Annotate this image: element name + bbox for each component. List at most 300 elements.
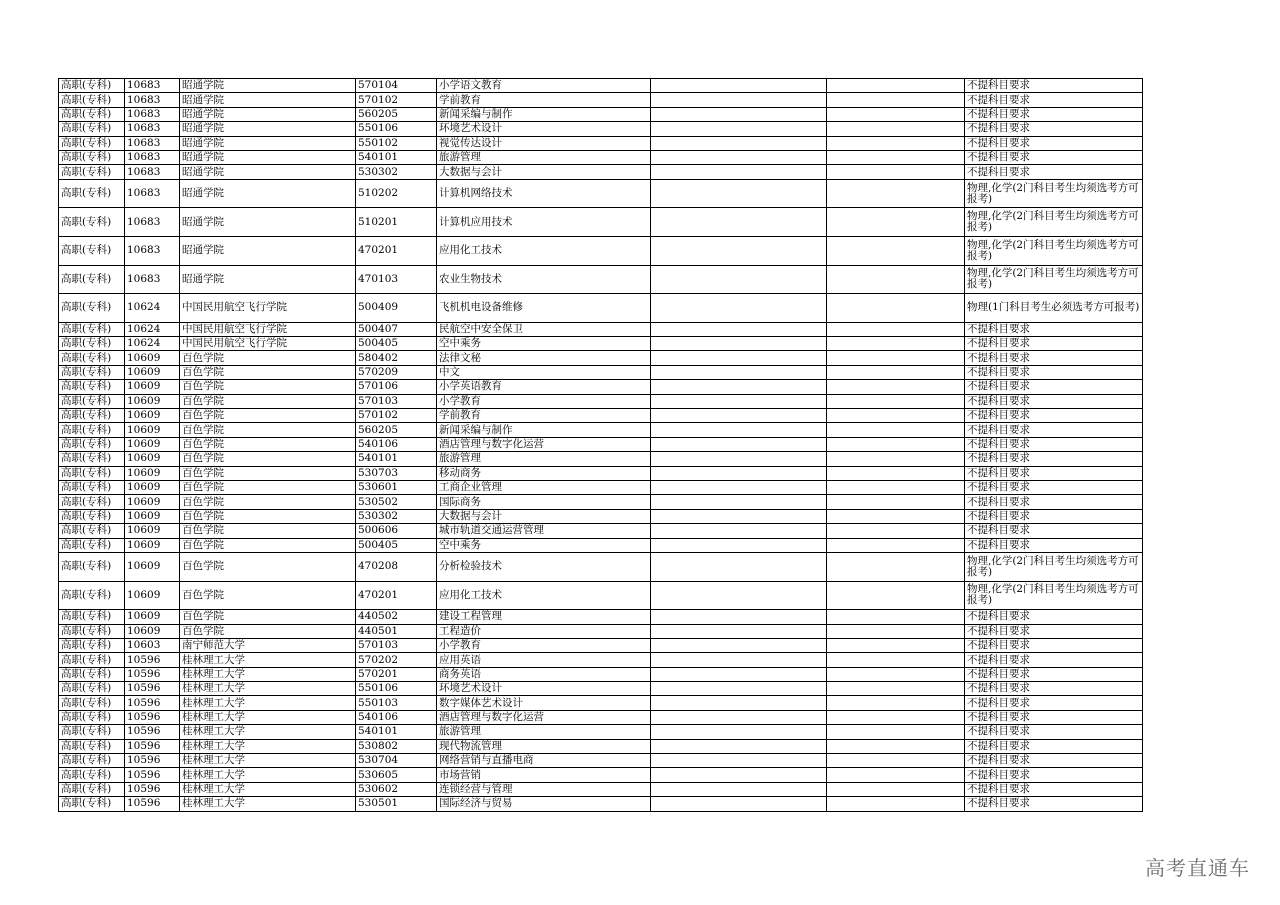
blank-cell-2: [827, 365, 965, 379]
school-code-cell: 10596: [125, 768, 180, 782]
level-cell: 高职(专科): [59, 509, 125, 523]
major-name-cell: 旅游管理: [437, 725, 651, 739]
subject-requirement-cell: 不提科目要求: [965, 365, 1143, 379]
subject-requirement-cell: 不提科目要求: [965, 423, 1143, 437]
table-row: [59, 423, 1143, 437]
school-code-cell: 10683: [125, 107, 180, 121]
table-row: [59, 394, 1143, 408]
blank-cell-1: [651, 653, 827, 667]
blank-cell-2: [827, 265, 965, 294]
major-code-cell: 570106: [356, 380, 437, 394]
major-name-cell: 小学语文教育: [437, 79, 651, 93]
table-row: [59, 610, 1143, 624]
major-code-cell: 440501: [356, 624, 437, 638]
subject-requirement-cell: 不提科目要求: [965, 524, 1143, 538]
school-name-cell: 昭通学院: [180, 179, 356, 208]
school-code-cell: 10609: [125, 481, 180, 495]
level-cell: 高职(专科): [59, 351, 125, 365]
blank-cell-1: [651, 797, 827, 811]
subject-requirement-cell: 不提科目要求: [965, 667, 1143, 681]
blank-cell-2: [827, 710, 965, 724]
school-name-cell: 百色学院: [180, 409, 356, 423]
level-cell: 高职(专科): [59, 710, 125, 724]
table-row: [59, 768, 1143, 782]
blank-cell-1: [651, 725, 827, 739]
subject-requirement-cell: 不提科目要求: [965, 739, 1143, 753]
school-code-cell: 10609: [125, 437, 180, 451]
blank-cell-1: [651, 581, 827, 610]
level-cell: 高职(专科): [59, 437, 125, 451]
blank-cell-1: [651, 150, 827, 164]
major-name-cell: 农业生物技术: [437, 265, 651, 294]
blank-cell-1: [651, 136, 827, 150]
school-name-cell: 百色学院: [180, 538, 356, 552]
major-code-cell: 540106: [356, 437, 437, 451]
blank-cell-1: [651, 322, 827, 336]
blank-cell-2: [827, 667, 965, 681]
school-name-cell: 桂林理工大学: [180, 682, 356, 696]
blank-cell-2: [827, 409, 965, 423]
blank-cell-1: [651, 452, 827, 466]
school-name-cell: 桂林理工大学: [180, 768, 356, 782]
table-row: [59, 351, 1143, 365]
subject-requirement-cell: 不提科目要求: [965, 79, 1143, 93]
subject-requirement-cell: 不提科目要求: [965, 337, 1143, 351]
major-name-cell: 视觉传达设计: [437, 136, 651, 150]
table-row: [59, 495, 1143, 509]
school-code-cell: 10683: [125, 122, 180, 136]
major-name-cell: 工商企业管理: [437, 481, 651, 495]
major-code-cell: 510201: [356, 208, 437, 237]
blank-cell-2: [827, 682, 965, 696]
major-code-cell: 530501: [356, 797, 437, 811]
major-name-cell: 数字媒体艺术设计: [437, 696, 651, 710]
level-cell: 高职(专科): [59, 538, 125, 552]
school-code-cell: 10609: [125, 365, 180, 379]
subject-requirement-cell: 不提科目要求: [965, 150, 1143, 164]
blank-cell-2: [827, 581, 965, 610]
blank-cell-1: [651, 437, 827, 451]
school-code-cell: 10609: [125, 452, 180, 466]
subject-requirement-cell: 不提科目要求: [965, 509, 1143, 523]
subject-requirement-cell: 不提科目要求: [965, 725, 1143, 739]
blank-cell-1: [651, 165, 827, 179]
table-row: [59, 165, 1143, 179]
blank-cell-1: [651, 610, 827, 624]
subject-requirement-cell: 不提科目要求: [965, 466, 1143, 480]
subject-requirement-cell: 不提科目要求: [965, 538, 1143, 552]
level-cell: 高职(专科): [59, 79, 125, 93]
major-name-cell: 大数据与会计: [437, 509, 651, 523]
major-code-cell: 550103: [356, 696, 437, 710]
blank-cell-2: [827, 122, 965, 136]
blank-cell-2: [827, 768, 965, 782]
blank-cell-2: [827, 552, 965, 581]
table-row: [59, 179, 1143, 208]
subject-requirement-cell: 不提科目要求: [965, 696, 1143, 710]
blank-cell-2: [827, 524, 965, 538]
level-cell: 高职(专科): [59, 725, 125, 739]
school-name-cell: 中国民用航空飞行学院: [180, 294, 356, 323]
major-code-cell: 470201: [356, 581, 437, 610]
blank-cell-2: [827, 107, 965, 121]
table-row: [59, 653, 1143, 667]
table-row: [59, 107, 1143, 121]
level-cell: 高职(专科): [59, 495, 125, 509]
blank-cell-1: [651, 294, 827, 323]
major-code-cell: 500405: [356, 337, 437, 351]
school-code-cell: 10683: [125, 136, 180, 150]
blank-cell-2: [827, 466, 965, 480]
table-row: [59, 524, 1143, 538]
school-name-cell: 百色学院: [180, 581, 356, 610]
school-name-cell: 百色学院: [180, 351, 356, 365]
blank-cell-2: [827, 725, 965, 739]
major-code-cell: 470201: [356, 236, 437, 265]
level-cell: 高职(专科): [59, 423, 125, 437]
major-code-cell: 570201: [356, 667, 437, 681]
table-row: [59, 725, 1143, 739]
major-name-cell: 新闻采编与制作: [437, 423, 651, 437]
school-name-cell: 百色学院: [180, 365, 356, 379]
table-row: [59, 797, 1143, 811]
school-name-cell: 百色学院: [180, 466, 356, 480]
subject-requirement-cell: 不提科目要求: [965, 322, 1143, 336]
blank-cell-1: [651, 93, 827, 107]
subject-requirement-cell: 不提科目要求: [965, 409, 1143, 423]
blank-cell-1: [651, 365, 827, 379]
blank-cell-2: [827, 509, 965, 523]
school-code-cell: 10609: [125, 466, 180, 480]
school-code-cell: 10609: [125, 538, 180, 552]
major-code-cell: 530601: [356, 481, 437, 495]
school-name-cell: 百色学院: [180, 552, 356, 581]
major-code-cell: 570104: [356, 79, 437, 93]
blank-cell-2: [827, 423, 965, 437]
table-row: [59, 682, 1143, 696]
table-row: [59, 696, 1143, 710]
blank-cell-2: [827, 638, 965, 652]
blank-cell-1: [651, 409, 827, 423]
school-name-cell: 昭通学院: [180, 265, 356, 294]
major-code-cell: 540101: [356, 452, 437, 466]
major-code-cell: 580402: [356, 351, 437, 365]
major-code-cell: 540101: [356, 725, 437, 739]
blank-cell-2: [827, 696, 965, 710]
school-name-cell: 桂林理工大学: [180, 696, 356, 710]
school-name-cell: 百色学院: [180, 495, 356, 509]
major-code-cell: 530302: [356, 165, 437, 179]
school-code-cell: 10596: [125, 797, 180, 811]
blank-cell-2: [827, 236, 965, 265]
level-cell: 高职(专科): [59, 610, 125, 624]
table-row: [59, 739, 1143, 753]
level-cell: 高职(专科): [59, 394, 125, 408]
blank-cell-2: [827, 538, 965, 552]
subject-requirements-table: [58, 78, 1143, 812]
major-code-cell: 550106: [356, 122, 437, 136]
school-name-cell: 昭通学院: [180, 107, 356, 121]
subject-requirement-cell: 不提科目要求: [965, 638, 1143, 652]
table-row: [59, 452, 1143, 466]
subject-requirement-cell: 不提科目要求: [965, 122, 1143, 136]
school-name-cell: 昭通学院: [180, 79, 356, 93]
school-name-cell: 桂林理工大学: [180, 797, 356, 811]
school-code-cell: 10683: [125, 79, 180, 93]
level-cell: 高职(专科): [59, 179, 125, 208]
level-cell: 高职(专科): [59, 107, 125, 121]
school-name-cell: 昭通学院: [180, 136, 356, 150]
level-cell: 高职(专科): [59, 696, 125, 710]
table-row: [59, 93, 1143, 107]
school-name-cell: 桂林理工大学: [180, 782, 356, 796]
blank-cell-1: [651, 538, 827, 552]
school-name-cell: 百色学院: [180, 481, 356, 495]
blank-cell-2: [827, 337, 965, 351]
blank-cell-2: [827, 136, 965, 150]
subject-requirement-cell: 不提科目要求: [965, 653, 1143, 667]
blank-cell-2: [827, 437, 965, 451]
level-cell: 高职(专科): [59, 682, 125, 696]
major-code-cell: 440502: [356, 610, 437, 624]
school-name-cell: 昭通学院: [180, 208, 356, 237]
table-row: [59, 322, 1143, 336]
major-name-cell: 小学教育: [437, 394, 651, 408]
blank-cell-1: [651, 466, 827, 480]
major-name-cell: 学前教育: [437, 409, 651, 423]
blank-cell-1: [651, 337, 827, 351]
blank-cell-1: [651, 509, 827, 523]
blank-cell-1: [651, 265, 827, 294]
level-cell: 高职(专科): [59, 337, 125, 351]
major-name-cell: 环境艺术设计: [437, 122, 651, 136]
major-name-cell: 现代物流管理: [437, 739, 651, 753]
table-row: [59, 710, 1143, 724]
school-name-cell: 桂林理工大学: [180, 667, 356, 681]
school-code-cell: 10683: [125, 208, 180, 237]
major-name-cell: 酒店管理与数字化运营: [437, 437, 651, 451]
school-code-cell: 10609: [125, 351, 180, 365]
major-name-cell: 飞机机电设备维修: [437, 294, 651, 323]
blank-cell-2: [827, 380, 965, 394]
blank-cell-2: [827, 797, 965, 811]
table-row: [59, 466, 1143, 480]
blank-cell-1: [651, 236, 827, 265]
table-row: [59, 552, 1143, 581]
subject-requirement-cell: 物理,化学(2门科目考生均须选考方可报考): [965, 179, 1143, 208]
major-name-cell: 学前教育: [437, 93, 651, 107]
school-name-cell: 百色学院: [180, 437, 356, 451]
major-code-cell: 500606: [356, 524, 437, 538]
blank-cell-2: [827, 782, 965, 796]
major-name-cell: 分析检验技术: [437, 552, 651, 581]
blank-cell-2: [827, 93, 965, 107]
table-body: [59, 79, 1143, 812]
blank-cell-2: [827, 79, 965, 93]
school-code-cell: 10603: [125, 638, 180, 652]
school-code-cell: 10609: [125, 581, 180, 610]
subject-requirement-cell: 不提科目要求: [965, 797, 1143, 811]
major-name-cell: 旅游管理: [437, 452, 651, 466]
subject-requirement-cell: 不提科目要求: [965, 437, 1143, 451]
blank-cell-2: [827, 322, 965, 336]
major-code-cell: 570102: [356, 409, 437, 423]
school-name-cell: 桂林理工大学: [180, 653, 356, 667]
level-cell: 高职(专科): [59, 581, 125, 610]
blank-cell-2: [827, 610, 965, 624]
level-cell: 高职(专科): [59, 739, 125, 753]
subject-requirement-cell: 物理(1门科目考生必须选考方可报考): [965, 294, 1143, 323]
major-name-cell: 计算机应用技术: [437, 208, 651, 237]
subject-requirement-cell: 不提科目要求: [965, 682, 1143, 696]
major-name-cell: 工程造价: [437, 624, 651, 638]
major-name-cell: 商务英语: [437, 667, 651, 681]
subject-requirement-cell: 不提科目要求: [965, 481, 1143, 495]
level-cell: 高职(专科): [59, 754, 125, 768]
major-name-cell: 空中乘务: [437, 337, 651, 351]
school-name-cell: 百色学院: [180, 380, 356, 394]
major-name-cell: 环境艺术设计: [437, 682, 651, 696]
table-row: [59, 136, 1143, 150]
major-name-cell: 酒店管理与数字化运营: [437, 710, 651, 724]
major-name-cell: 城市轨道交通运营管理: [437, 524, 651, 538]
school-name-cell: 昭通学院: [180, 93, 356, 107]
school-code-cell: 10596: [125, 710, 180, 724]
major-name-cell: 网络营销与直播电商: [437, 754, 651, 768]
major-name-cell: 移动商务: [437, 466, 651, 480]
table-row: [59, 581, 1143, 610]
table-row: [59, 122, 1143, 136]
subject-requirement-cell: 不提科目要求: [965, 93, 1143, 107]
school-code-cell: 10596: [125, 653, 180, 667]
subject-requirement-cell: 不提科目要求: [965, 782, 1143, 796]
major-code-cell: 530704: [356, 754, 437, 768]
table-row: [59, 236, 1143, 265]
major-code-cell: 540106: [356, 710, 437, 724]
major-code-cell: 570202: [356, 653, 437, 667]
school-name-cell: 昭通学院: [180, 236, 356, 265]
major-name-cell: 应用英语: [437, 653, 651, 667]
major-code-cell: 570209: [356, 365, 437, 379]
level-cell: 高职(专科): [59, 481, 125, 495]
level-cell: 高职(专科): [59, 136, 125, 150]
subject-requirement-cell: 物理,化学(2门科目考生均须选考方可报考): [965, 581, 1143, 610]
level-cell: 高职(专科): [59, 294, 125, 323]
level-cell: 高职(专科): [59, 552, 125, 581]
blank-cell-2: [827, 481, 965, 495]
school-code-cell: 10609: [125, 409, 180, 423]
blank-cell-2: [827, 739, 965, 753]
blank-cell-1: [651, 524, 827, 538]
subject-requirement-cell: 物理,化学(2门科目考生均须选考方可报考): [965, 265, 1143, 294]
school-name-cell: 百色学院: [180, 509, 356, 523]
subject-requirement-cell: 不提科目要求: [965, 495, 1143, 509]
major-code-cell: 570103: [356, 394, 437, 408]
major-code-cell: 530605: [356, 768, 437, 782]
blank-cell-2: [827, 452, 965, 466]
table-row: [59, 380, 1143, 394]
major-name-cell: 国际经济与贸易: [437, 797, 651, 811]
blank-cell-1: [651, 122, 827, 136]
school-code-cell: 10609: [125, 524, 180, 538]
school-code-cell: 10609: [125, 380, 180, 394]
school-code-cell: 10609: [125, 509, 180, 523]
school-code-cell: 10596: [125, 725, 180, 739]
school-name-cell: 中国民用航空飞行学院: [180, 337, 356, 351]
subject-requirement-cell: 物理,化学(2门科目考生均须选考方可报考): [965, 552, 1143, 581]
major-code-cell: 500405: [356, 538, 437, 552]
blank-cell-2: [827, 394, 965, 408]
blank-cell-1: [651, 208, 827, 237]
table-row: [59, 538, 1143, 552]
major-name-cell: 计算机网络技术: [437, 179, 651, 208]
subject-requirement-cell: 不提科目要求: [965, 380, 1143, 394]
school-code-cell: 10609: [125, 610, 180, 624]
blank-cell-2: [827, 624, 965, 638]
level-cell: 高职(专科): [59, 524, 125, 538]
level-cell: 高职(专科): [59, 797, 125, 811]
table-row: [59, 638, 1143, 652]
level-cell: 高职(专科): [59, 653, 125, 667]
blank-cell-1: [651, 682, 827, 696]
school-code-cell: 10683: [125, 265, 180, 294]
level-cell: 高职(专科): [59, 265, 125, 294]
major-code-cell: 500409: [356, 294, 437, 323]
subject-requirement-cell: 物理,化学(2门科目考生均须选考方可报考): [965, 208, 1143, 237]
blank-cell-1: [651, 552, 827, 581]
subject-requirement-cell: 不提科目要求: [965, 394, 1143, 408]
school-code-cell: 10609: [125, 394, 180, 408]
major-code-cell: 540101: [356, 150, 437, 164]
level-cell: 高职(专科): [59, 208, 125, 237]
blank-cell-1: [651, 624, 827, 638]
school-code-cell: 10596: [125, 682, 180, 696]
table-row: [59, 754, 1143, 768]
school-name-cell: 桂林理工大学: [180, 754, 356, 768]
school-code-cell: 10683: [125, 165, 180, 179]
table-row: [59, 337, 1143, 351]
table-row: [59, 365, 1143, 379]
school-name-cell: 中国民用航空飞行学院: [180, 322, 356, 336]
blank-cell-2: [827, 208, 965, 237]
major-name-cell: 市场营销: [437, 768, 651, 782]
school-code-cell: 10596: [125, 739, 180, 753]
subject-requirement-cell: 不提科目要求: [965, 710, 1143, 724]
school-code-cell: 10596: [125, 782, 180, 796]
level-cell: 高职(专科): [59, 638, 125, 652]
major-name-cell: 中文: [437, 365, 651, 379]
school-code-cell: 10624: [125, 337, 180, 351]
school-name-cell: 百色学院: [180, 452, 356, 466]
blank-cell-1: [651, 710, 827, 724]
school-code-cell: 10624: [125, 322, 180, 336]
blank-cell-1: [651, 351, 827, 365]
blank-cell-2: [827, 653, 965, 667]
major-name-cell: 应用化工技术: [437, 236, 651, 265]
school-name-cell: 百色学院: [180, 624, 356, 638]
blank-cell-1: [651, 638, 827, 652]
blank-cell-2: [827, 165, 965, 179]
blank-cell-1: [651, 667, 827, 681]
school-code-cell: 10609: [125, 495, 180, 509]
school-name-cell: 百色学院: [180, 394, 356, 408]
major-code-cell: 530302: [356, 509, 437, 523]
blank-cell-1: [651, 739, 827, 753]
subject-requirement-cell: 不提科目要求: [965, 624, 1143, 638]
blank-cell-2: [827, 495, 965, 509]
blank-cell-1: [651, 394, 827, 408]
blank-cell-1: [651, 768, 827, 782]
